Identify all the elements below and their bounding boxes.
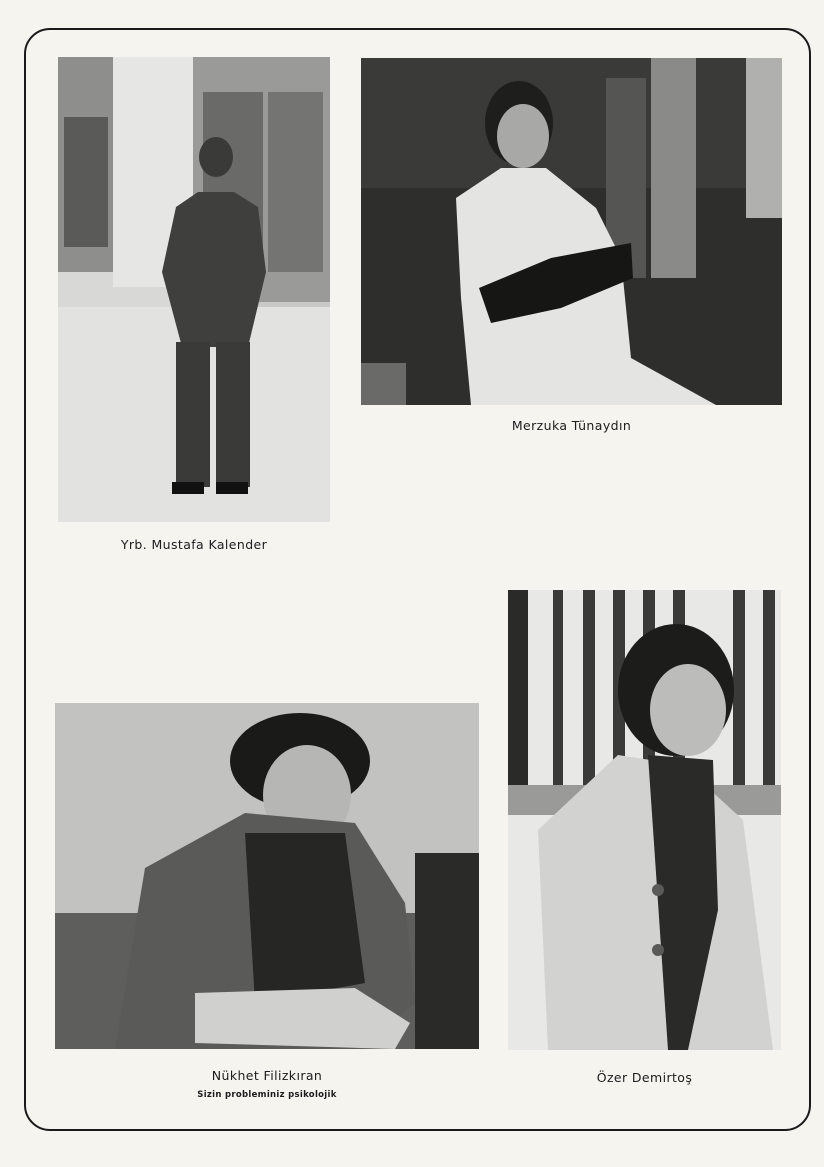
photo-woman-desk xyxy=(55,703,479,1049)
caption-man-coat: Özer Demirtoş xyxy=(596,1070,693,1085)
photo-man-coat xyxy=(508,590,781,1050)
photo-woman-white-coat xyxy=(361,58,782,405)
subcaption-woman-desk: Sizin probleminiz psikolojik xyxy=(197,1090,337,1100)
caption-officer: Yrb. Mustafa Kalender xyxy=(120,537,268,552)
caption-woman-white-coat: Merzuka Tünaydın xyxy=(511,418,632,433)
photo-officer xyxy=(58,57,330,522)
caption-woman-desk: Nükhet Filizkıran xyxy=(211,1068,323,1083)
